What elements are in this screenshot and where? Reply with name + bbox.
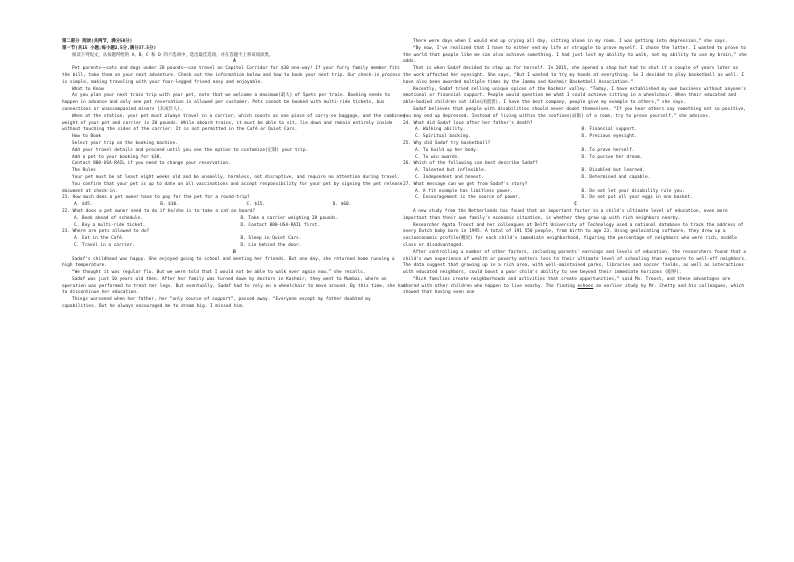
paragraph: That is when Sadaf decided to step up for herself. In 2015, she opened a shop but had to shut it a couple of years later as the work affected her eyesight. She says, “But I wanted to try my hands at everything. So I decided to play basketball as well. I have also been awarded multiple times by the Jammu and Kashmir Basketball Association.” [403, 66, 744, 85]
paragraph: There were days when I would end up crying all day, sitting alone in my room. I was getting into depression,” she says. [413, 39, 728, 44]
paragraph: Recently, Sadaf tried selling unique spices of the Kashmir valley. “Today, I have established my own business without anyone's emotional or financial support. People would question me what I could achieve sitting in a wheelchair. When their educated and able-bodied children sat idle(闲置着), I have the best company, people give my example to others,” she says. [403, 86, 747, 106]
subheading: How to Book [72, 134, 102, 140]
question-26-options-row [403, 168, 748, 175]
question-23: 23. Where are pets allowed to do? [62, 229, 150, 235]
option: B. Do not let your disability rule you. [581, 188, 685, 194]
option: A. To build up her body. [415, 147, 479, 153]
option: A. $45. [74, 202, 93, 208]
option: B. $30. [160, 202, 179, 208]
question-24-options-row [403, 134, 748, 141]
booking-step: Add your travel details and proceed until you see the option to customize(定制) your trip. [72, 147, 309, 153]
subsection-header: 第一节(共15 小题;每小题2.5分,满分37.5分) [62, 45, 157, 51]
question-21: 21. How much does a pet owner have to pay for the pet for a round-trip? [62, 195, 250, 201]
booking-step: Select your trip on the booking machine. [72, 140, 178, 146]
left-column [62, 39, 407, 311]
option: D. Lie behind the door. [240, 242, 302, 248]
question-23-options-row [62, 243, 407, 250]
paragraph: Sadaf believes that people with disabilities should never doubt themselves. “If you hear others say something not so positive, you may end up depressed. Instead of living within the confines(局限) of a room, try to prove yourself,” she advises. [403, 106, 747, 119]
question-24: 24. What did Sadaf lose after her father's death? [403, 120, 533, 126]
option: B. To prove herself. [581, 147, 635, 153]
option: B. Financial support. [581, 127, 638, 133]
paragraph: As you plan your next train trip with your pet, note that we welcome a maximum(最大) of 5pets per train. Booking needs to happen in advance and only one pet reservation is allowed per customer. Pets cannot be booked with multi-ride tickets, bus connections or unaccompanied minors (未成年人). [62, 93, 391, 112]
question-21-options [62, 202, 407, 209]
booking-step: Add a pet to your booking for $30. [72, 154, 162, 160]
paragraph: A new study from the Netherlands has found that an important factor in a child's ultimate level of education, even more important than their own family's economic situation, is whether they grow up with rich neighbors nearby. [403, 208, 728, 221]
reading-instruction: 阅读下列短文，从每题所给的 A、B、C 和 D 四个选项中，选出最佳选项，并在答题卡上将该项涂黑。 [72, 52, 274, 58]
paragraph: Pet parents——cats and dogs under 20 pounds——can travel on Capitol Corridor for $30 one-way! If your furry family member fits the bill, take them on your next adventure. Check out the information below and how to book your next trip. Our check-in process is simple, making traveling with your four-legged friend easy and enjoyable. [62, 66, 401, 85]
option: D. Precious eyesight. [581, 134, 638, 140]
question-25-options-row [403, 148, 748, 155]
paragraph: “We thought it was regular flu. But we were told that I would not be able to walk ever again now,” she recalls. [72, 270, 366, 276]
option: A. A fit example has limitless power. [415, 188, 513, 194]
question-22-options-row [62, 216, 407, 223]
option: D. Do not put all your eggs in one basket. [581, 195, 693, 201]
option: C. $15. [246, 202, 266, 208]
option: B. Take a carrier weighing 20 pounds. [240, 215, 339, 221]
paragraph: Researcher Agata Troost and her colleagues at Delft University of Technology used a national database to track the address of every Dutch baby born in 1995. A total of 191 550 people, from birth to age 23. Using geolocating software, they drew up a socioeconomic profile(概况) for each child's immediate neighborhood, figuring the percentage of neighbors who were rich, middle class or disadvantaged. [403, 222, 744, 248]
section-header: 第二部分 阅读(共两节，满分50分) [62, 39, 133, 44]
option: C. Independent and honest. [415, 174, 484, 180]
option: B. Sleep in Quiet Cars. [240, 236, 302, 242]
question-26: 26. Which of the following can best describe Sadaf? [403, 161, 538, 167]
paragraph: Things worsened when her father, her “only source of support”, passed away. “Everyone except my father doubted my capabilities. But he always encouraged me to dream big. I missed him. [62, 297, 371, 310]
option: B. Disabled but learned. [581, 168, 645, 174]
underlined-word: echoes [577, 283, 594, 289]
option: A. Talented but inflexible. [415, 168, 487, 174]
question-25: 25. Why did Sadaf try basketball? [403, 140, 491, 146]
option: C. Travel in a carrier. [74, 242, 135, 248]
paragraph: When at the station, your pet must always travel in a carrier, which counts as one piece of carry-on baggage, and the combined weight of your pet and carrier is 20 pounds. While aboard trains, it must be able to sit, lie down and remain entirely inside without touching the sides of the carrier. It is not permitted in the Café or Quiet Cars. [62, 113, 406, 133]
paragraph: After controlling a number of other factors, including parents' earnings and levels of education, the researchers found that a child's own experience of wealth or poverty matters less to their ultimate level of schooling than exposure to well-off neighbors. The data suggest that growing up in a rich area, with well-maintained parks, libraries and soccer fields, as well as interactions with educated neighbors, could boost a poor child's ability to see beyond their immediate horizons (眼界). [403, 249, 747, 276]
option: D. Contact 800-USA-RAIL first. [240, 222, 320, 228]
option: C. Buy a multi-ride ticket. [74, 222, 146, 228]
option: C. Encouragement is the source of power. [415, 195, 521, 201]
option: D. To pursue her dream. [581, 154, 643, 160]
option: A. Book ahead of schedule. [74, 215, 143, 221]
paragraph [403, 277, 748, 297]
option: C. Spiritual backing. [415, 134, 471, 140]
subheading: The Rules [72, 168, 96, 174]
option: A. Walking ability. [415, 127, 466, 133]
paragraph: Sadaf's childhood was happy. She enjoyed going to school and meeting her friends. But one day, she returned home running a high temperature. [62, 256, 395, 269]
paragraph: Sadaf was just 10 years old then. After her family was turned down by doctors in Kashmir, they went to Mumbai, where an operation was performed to treat her legs. But eventually, Sadaf had to rely on a wheelchair to move around. By this time, she had to discontinue her education. [62, 276, 406, 296]
passage-c-letter: C [574, 202, 577, 208]
option: A. Eat in the Café. [74, 236, 125, 242]
right-column [403, 39, 748, 297]
text-run: “Rich families create neighborhoods and activities that create opportunities,” said Ms. Troost, and these advantages are shared with other children who happen to live nearby. The finding [403, 276, 731, 289]
paragraph: You confirm that your pet is up to date on all vaccinations and accept responsibility for your pet by signing the pet release document at check-in. [62, 181, 403, 194]
option: C. To win awards. [415, 154, 460, 160]
option: D. Determined and capable. [581, 174, 651, 180]
passage-b-letter: B [233, 249, 236, 255]
question-27: 27. What message can we get from Sadaf's story? [403, 181, 528, 187]
booking-step: Contact 800-USA-RAIL if you need to change your reservation. [72, 161, 231, 167]
option: D. $60. [332, 202, 352, 208]
paragraph: Your pet must be at least eight weeks old and be unsmelly, harmless, not disruptive, and require no attention during travel. [72, 174, 400, 180]
text-run: an earlier study by Mr. Chetty and his colleagues, which showed that having even one [403, 283, 745, 296]
passage-a-letter: A [233, 59, 236, 65]
subheading: What to Know [72, 86, 104, 92]
question-26-options-row [403, 175, 748, 182]
question-23-options-row [62, 236, 407, 243]
question-22: 22. What does a pet owner need to do if he/she is to take a cat on board? [62, 208, 255, 214]
paragraph: “By now, I've realized that I have to either end my life or struggle to prove myself. I chose the latter. I wanted to prove to the world that people like me can also achieve something. I had just lost my ability to walk, not my ability to use my brain,” she adds. [403, 45, 747, 65]
